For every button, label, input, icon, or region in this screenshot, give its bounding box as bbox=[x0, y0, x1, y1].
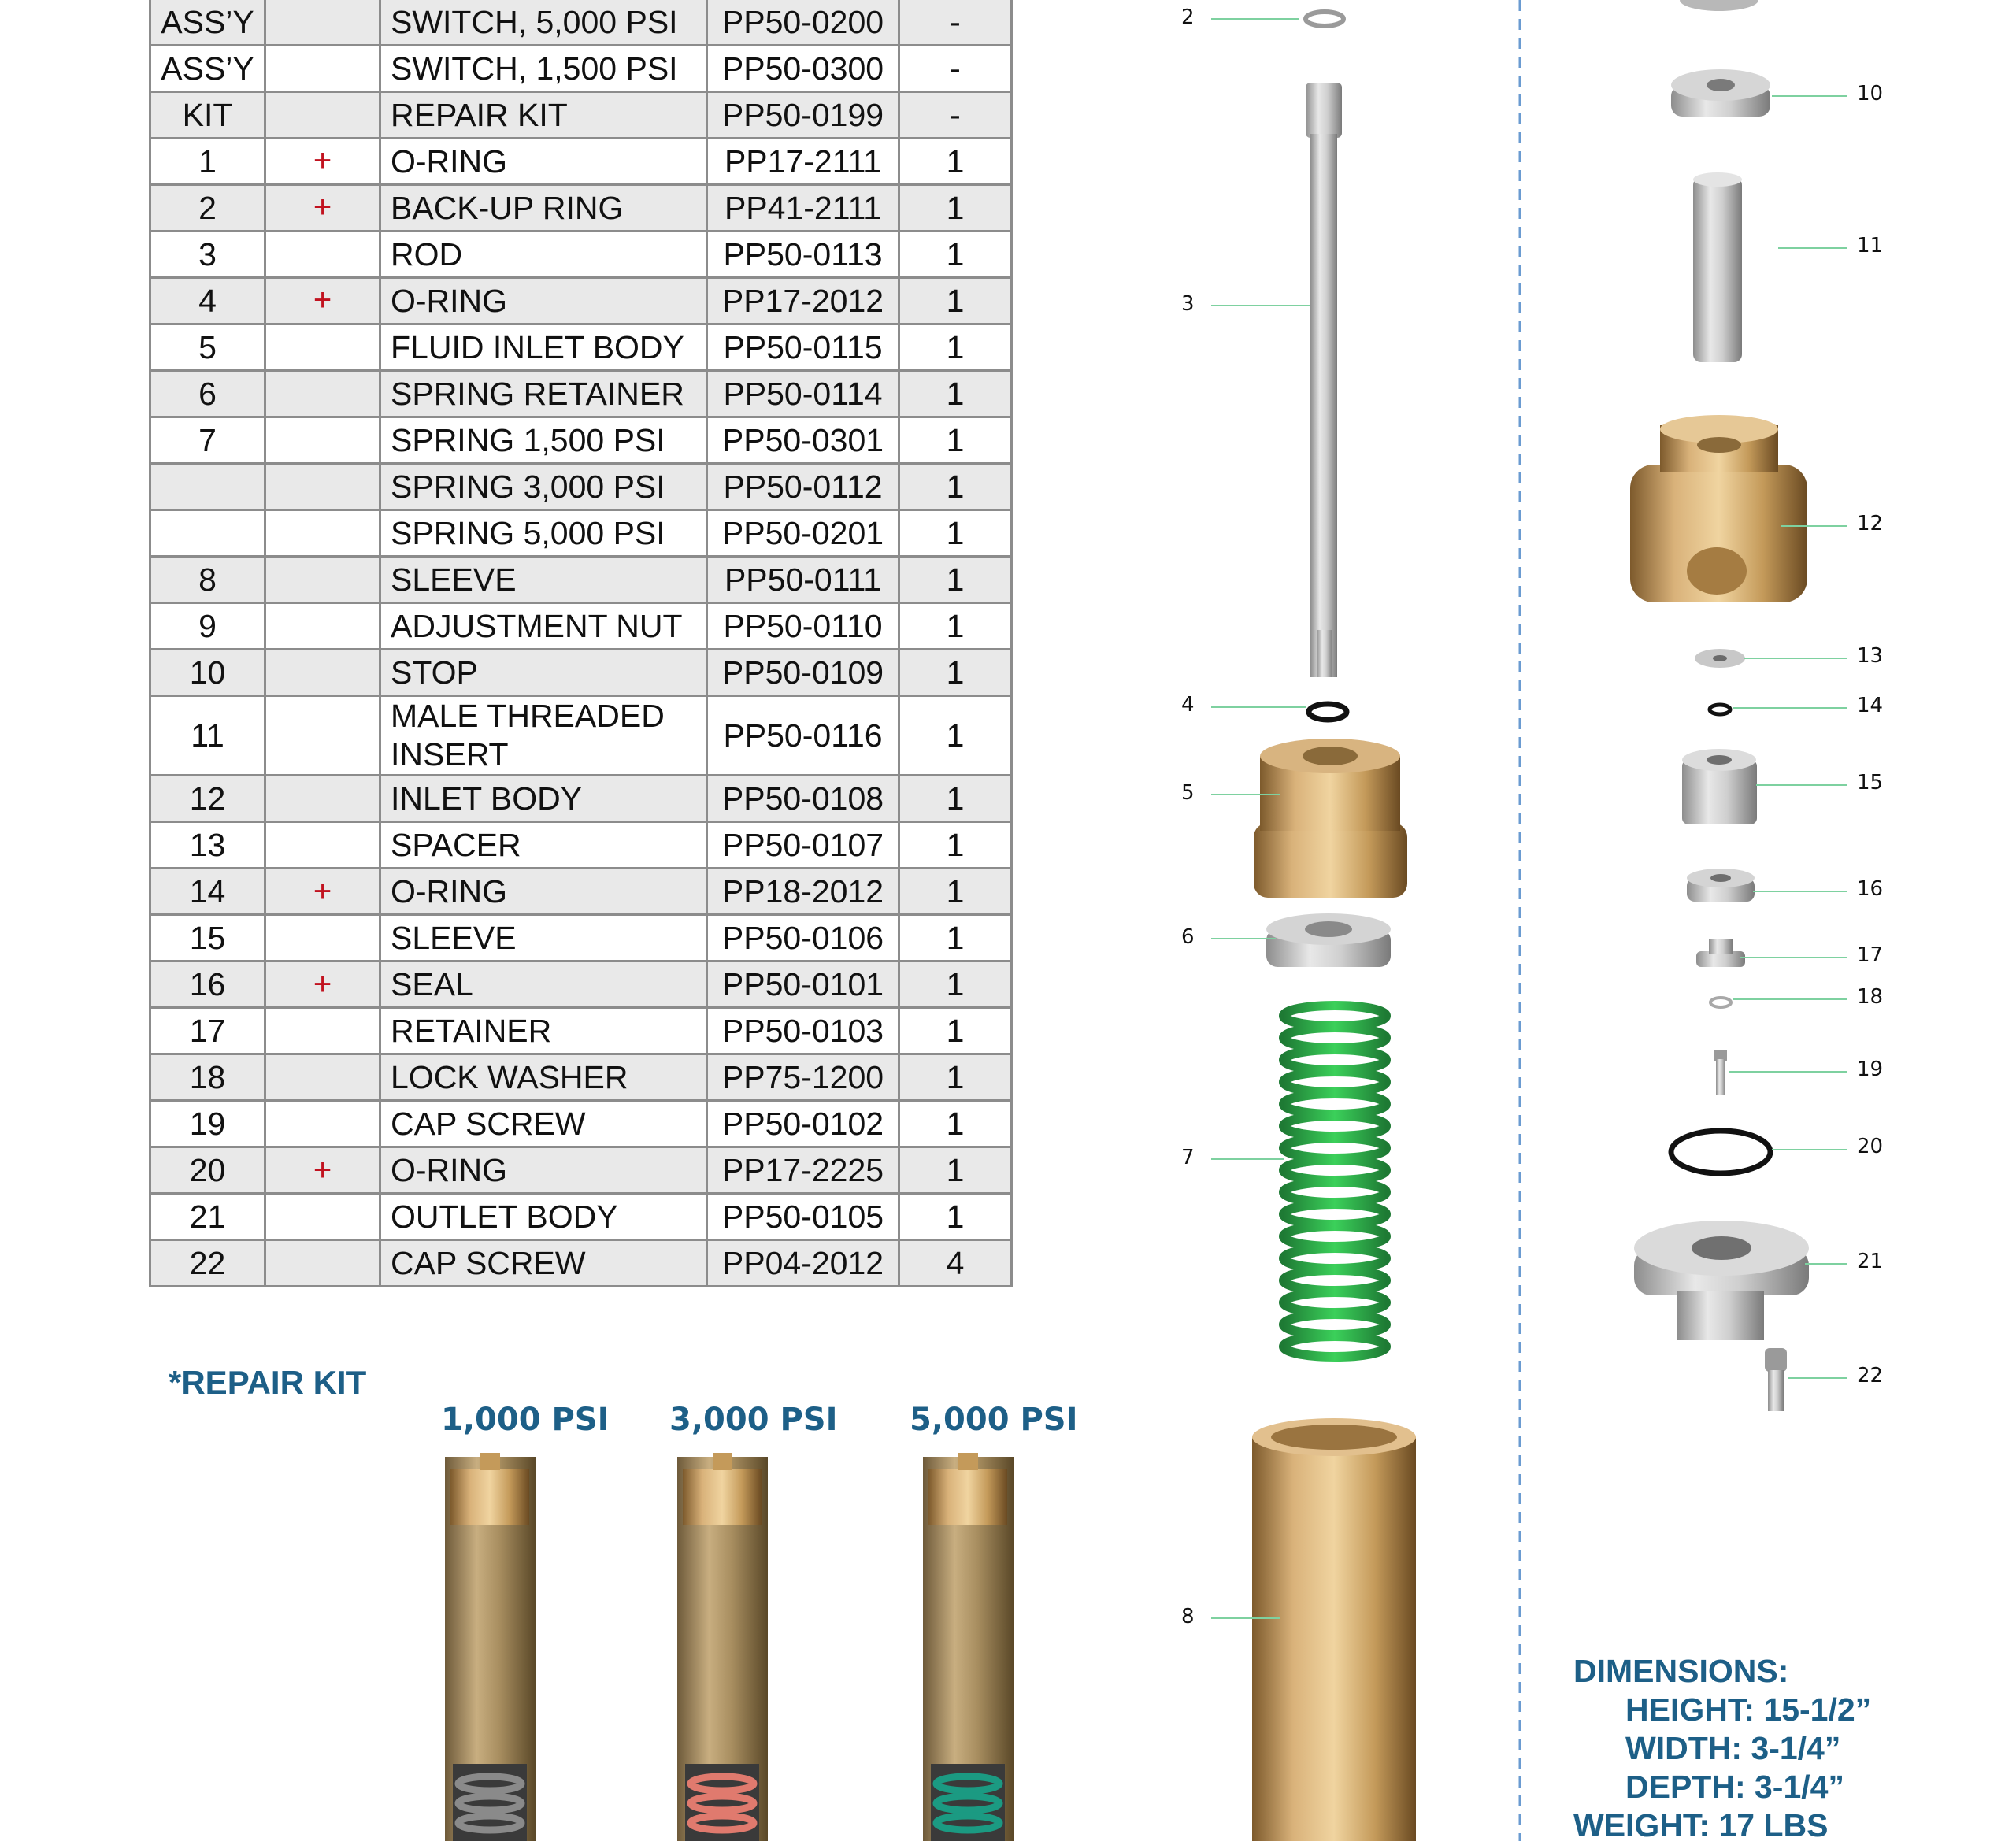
part-3-rod bbox=[1306, 83, 1342, 677]
kit-assembly-1000-psi bbox=[445, 1453, 536, 1841]
description-cell: SWITCH, 1,500 PSI bbox=[380, 46, 707, 92]
quantity-cell: 1 bbox=[899, 776, 1012, 822]
description-cell: CAP SCREW bbox=[380, 1101, 707, 1147]
callout-17: 17 bbox=[1857, 943, 1884, 967]
description-cell: CAP SCREW bbox=[380, 1240, 707, 1287]
kit-5000-psi-label: 5,000 PSI bbox=[910, 1402, 1078, 1438]
part-number-cell: PP17-2111 bbox=[707, 139, 899, 185]
quantity-cell: 4 bbox=[899, 1240, 1012, 1287]
part-19-cap-screw bbox=[1714, 1050, 1727, 1095]
item-cell: 12 bbox=[150, 776, 265, 822]
part-22-cap-screw bbox=[1765, 1348, 1787, 1411]
part-number-cell: PP50-0116 bbox=[707, 696, 899, 776]
part-number-cell: PP50-0201 bbox=[707, 510, 899, 557]
part-20-o-ring bbox=[1671, 1131, 1770, 1173]
callout-10: 10 bbox=[1857, 82, 1884, 106]
part-number-cell: PP50-0105 bbox=[707, 1194, 899, 1240]
quantity-cell: - bbox=[899, 46, 1012, 92]
quantity-cell: 1 bbox=[899, 1054, 1012, 1101]
callout-7: 7 bbox=[1181, 1146, 1195, 1169]
quantity-cell: 1 bbox=[899, 1194, 1012, 1240]
kit-marker-cell: + bbox=[265, 139, 380, 185]
quantity-cell: - bbox=[899, 92, 1012, 139]
part-number-cell: PP50-0300 bbox=[707, 46, 899, 92]
description-cell: O-RING bbox=[380, 1147, 707, 1194]
description-cell: O-RING bbox=[380, 869, 707, 915]
dimensions-block bbox=[1573, 1652, 1871, 1845]
kit-marker-cell: + bbox=[265, 1147, 380, 1194]
part-number-cell: PP41-2111 bbox=[707, 185, 899, 232]
callout-21: 21 bbox=[1857, 1250, 1884, 1273]
description-cell: SLEEVE bbox=[380, 557, 707, 603]
item-cell: 22 bbox=[150, 1240, 265, 1287]
description-cell: ROD bbox=[380, 232, 707, 278]
part-5-fluid-inlet-body bbox=[1254, 739, 1407, 898]
item-cell: 18 bbox=[150, 1054, 265, 1101]
item-cell: ASS’Y bbox=[150, 46, 265, 92]
item-cell: ASS’Y bbox=[150, 0, 265, 46]
part-number-cell: PP50-0101 bbox=[707, 961, 899, 1008]
callout-3: 3 bbox=[1181, 292, 1195, 316]
quantity-cell: 1 bbox=[899, 961, 1012, 1008]
part-number-cell: PP50-0113 bbox=[707, 232, 899, 278]
part-number-cell: PP04-2012 bbox=[707, 1240, 899, 1287]
item-cell: 17 bbox=[150, 1008, 265, 1054]
part-number-cell: PP50-0200 bbox=[707, 0, 899, 46]
quantity-cell: 1 bbox=[899, 324, 1012, 371]
part-number-cell: PP50-0112 bbox=[707, 464, 899, 510]
item-cell: 7 bbox=[150, 417, 265, 464]
item-cell: 11 bbox=[150, 696, 265, 776]
callout-5: 5 bbox=[1181, 781, 1195, 805]
quantity-cell: 1 bbox=[899, 557, 1012, 603]
item-cell: 1 bbox=[150, 139, 265, 185]
quantity-cell: 1 bbox=[899, 869, 1012, 915]
description-cell: SWITCH, 5,000 PSI bbox=[380, 0, 707, 46]
item-cell: 6 bbox=[150, 371, 265, 417]
part-14-o-ring bbox=[1710, 705, 1730, 714]
description-cell: FLUID INLET BODY bbox=[380, 324, 707, 371]
quantity-cell: 1 bbox=[899, 1147, 1012, 1194]
part-number-cell: PP50-0301 bbox=[707, 417, 899, 464]
callout-15: 15 bbox=[1857, 771, 1884, 795]
callout-19: 19 bbox=[1857, 1058, 1884, 1081]
kit-marker-cell: + bbox=[265, 278, 380, 324]
part-2-backup-ring bbox=[1306, 12, 1343, 26]
callout-8: 8 bbox=[1181, 1605, 1195, 1628]
callout-16: 16 bbox=[1857, 877, 1884, 901]
description-cell: SPRING 5,000 PSI bbox=[380, 510, 707, 557]
quantity-cell: 1 bbox=[899, 232, 1012, 278]
quantity-cell: 1 bbox=[899, 1101, 1012, 1147]
item-cell: 10 bbox=[150, 650, 265, 696]
kit-assembly-5000-psi bbox=[923, 1453, 1014, 1841]
quantity-cell: 1 bbox=[899, 650, 1012, 696]
callout-22: 22 bbox=[1857, 1364, 1884, 1387]
kit-marker-cell: + bbox=[265, 961, 380, 1008]
description-cell: BACK-UP RING bbox=[380, 185, 707, 232]
callout-20: 20 bbox=[1857, 1135, 1884, 1158]
part-number-cell: PP50-0199 bbox=[707, 92, 899, 139]
description-cell: OUTLET BODY bbox=[380, 1194, 707, 1240]
description-cell: SPRING 3,000 PSI bbox=[380, 464, 707, 510]
part-number-cell: PP50-0114 bbox=[707, 371, 899, 417]
item-cell: 14 bbox=[150, 869, 265, 915]
description-cell: INLET BODY bbox=[380, 776, 707, 822]
callout-14: 14 bbox=[1857, 694, 1884, 717]
item-cell: KIT bbox=[150, 92, 265, 139]
dimensions-title: DIMENSIONS: bbox=[1573, 1653, 1789, 1689]
callout-18: 18 bbox=[1857, 985, 1884, 1009]
part-10-stop bbox=[1671, 69, 1770, 117]
part-9-adjustment-nut bbox=[1680, 0, 1758, 11]
part-number-cell: PP50-0110 bbox=[707, 603, 899, 650]
quantity-cell: 1 bbox=[899, 139, 1012, 185]
part-number-cell: PP50-0103 bbox=[707, 1008, 899, 1054]
quantity-cell: 1 bbox=[899, 603, 1012, 650]
quantity-cell: 1 bbox=[899, 417, 1012, 464]
kit-marker-cell: + bbox=[265, 869, 380, 915]
part-number-cell: PP50-0102 bbox=[707, 1101, 899, 1147]
item-cell: 20 bbox=[150, 1147, 265, 1194]
part-number-cell: PP17-2225 bbox=[707, 1147, 899, 1194]
quantity-cell: 1 bbox=[899, 1008, 1012, 1054]
quantity-cell: 1 bbox=[899, 510, 1012, 557]
dimension-width: WIDTH: 3-1/4” bbox=[1625, 1730, 1841, 1766]
item-cell: 5 bbox=[150, 324, 265, 371]
quantity-cell: - bbox=[899, 0, 1012, 46]
part-number-cell: PP50-0111 bbox=[707, 557, 899, 603]
item-cell: 4 bbox=[150, 278, 265, 324]
description-cell: REPAIR KIT bbox=[380, 92, 707, 139]
part-number-cell: PP75-1200 bbox=[707, 1054, 899, 1101]
part-number-cell: PP17-2012 bbox=[707, 278, 899, 324]
item-cell: 9 bbox=[150, 603, 265, 650]
description-cell: SPACER bbox=[380, 822, 707, 869]
description-cell: ADJUSTMENT NUT bbox=[380, 603, 707, 650]
part-12-inlet-body bbox=[1630, 415, 1807, 602]
callout-6: 6 bbox=[1181, 925, 1195, 949]
description-cell: RETAINER bbox=[380, 1008, 707, 1054]
quantity-cell: 1 bbox=[899, 915, 1012, 961]
item-cell: 2 bbox=[150, 185, 265, 232]
item-cell: 13 bbox=[150, 822, 265, 869]
item-cell: 19 bbox=[150, 1101, 265, 1147]
callout-13: 13 bbox=[1857, 644, 1884, 668]
quantity-cell: 1 bbox=[899, 464, 1012, 510]
quantity-cell: 1 bbox=[899, 822, 1012, 869]
part-11-male-threaded-insert bbox=[1693, 172, 1742, 362]
description-cell: O-RING bbox=[380, 278, 707, 324]
part-4-o-ring bbox=[1309, 704, 1347, 720]
repair-kit-title: *REPAIR KIT bbox=[169, 1364, 367, 1401]
item-cell: 15 bbox=[150, 915, 265, 961]
dimension-height: HEIGHT: 15-1/2” bbox=[1625, 1691, 1872, 1728]
description-cell: MALE THREADED INSERT bbox=[380, 696, 707, 776]
description-cell: STOP bbox=[380, 650, 707, 696]
part-17-retainer bbox=[1696, 939, 1745, 967]
kit-3000-psi-label: 3,000 PSI bbox=[669, 1402, 838, 1438]
quantity-cell: 1 bbox=[899, 185, 1012, 232]
callout-11: 11 bbox=[1857, 234, 1884, 257]
part-13-spacer bbox=[1695, 649, 1745, 668]
callout-2: 2 bbox=[1181, 6, 1195, 29]
description-cell: LOCK WASHER bbox=[380, 1054, 707, 1101]
kit-marker-cell: + bbox=[265, 185, 380, 232]
description-cell: SPRING RETAINER bbox=[380, 371, 707, 417]
part-15-sleeve bbox=[1682, 749, 1757, 824]
part-number-cell: PP50-0106 bbox=[707, 915, 899, 961]
part-16-seal bbox=[1687, 869, 1755, 902]
quantity-cell: 1 bbox=[899, 696, 1012, 776]
item-cell: 8 bbox=[150, 557, 265, 603]
callout-4: 4 bbox=[1181, 693, 1195, 717]
item-cell: 16 bbox=[150, 961, 265, 1008]
part-8-sleeve bbox=[1252, 1418, 1416, 1841]
dimension-weight: WEIGHT: 17 LBS bbox=[1573, 1807, 1829, 1843]
description-cell: SEAL bbox=[380, 961, 707, 1008]
description-cell: SPRING 1,500 PSI bbox=[380, 417, 707, 464]
part-number-cell: PP50-0108 bbox=[707, 776, 899, 822]
kit-assembly-3000-psi bbox=[677, 1453, 768, 1841]
quantity-cell: 1 bbox=[899, 278, 1012, 324]
quantity-cell: 1 bbox=[899, 371, 1012, 417]
part-18-lock-washer bbox=[1710, 998, 1731, 1007]
description-cell: SLEEVE bbox=[380, 915, 707, 961]
part-21-outlet-body bbox=[1634, 1221, 1809, 1340]
part-6-spring-retainer bbox=[1266, 913, 1391, 967]
kit-1000-psi-label: 1,000 PSI bbox=[441, 1402, 610, 1438]
dimension-depth: DEPTH: 3-1/4” bbox=[1625, 1769, 1844, 1805]
part-7-spring bbox=[1282, 1000, 1388, 1362]
part-number-cell: PP50-0107 bbox=[707, 822, 899, 869]
part-number-cell: PP18-2012 bbox=[707, 869, 899, 915]
item-cell: 3 bbox=[150, 232, 265, 278]
part-number-cell: PP50-0109 bbox=[707, 650, 899, 696]
part-number-cell: PP50-0115 bbox=[707, 324, 899, 371]
callout-12: 12 bbox=[1857, 512, 1884, 535]
description-cell: O-RING bbox=[380, 139, 707, 185]
item-cell: 21 bbox=[150, 1194, 265, 1240]
